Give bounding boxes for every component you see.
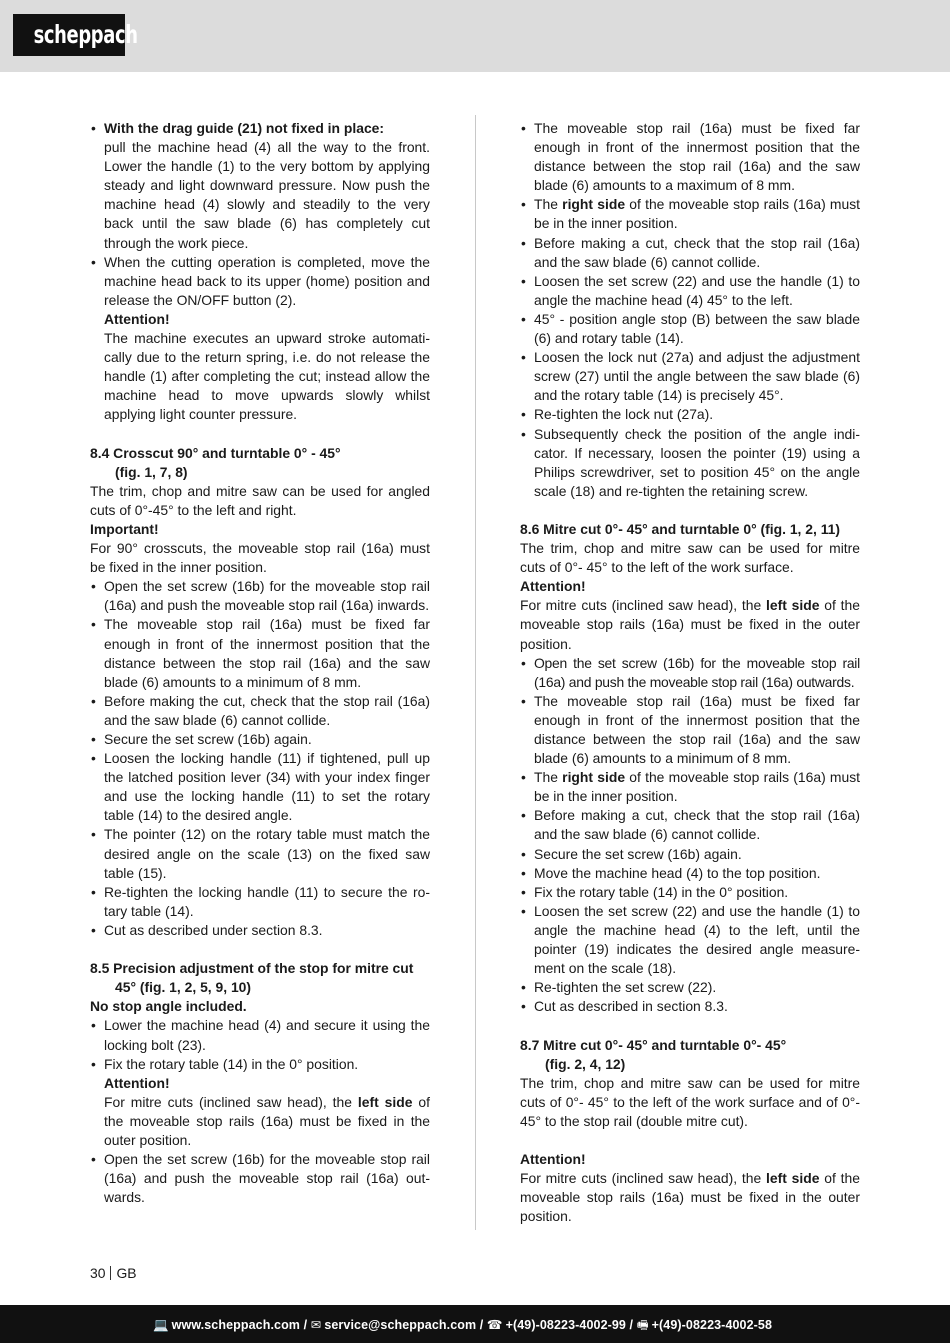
page-footer [0,1305,950,1343]
section-intro: The trim, chop and mitre saw can be used for mitre cuts of 0°- 45° to the left of the work surface and of 0°- 45° to the stop rail (double mitre cut). [520,1074,860,1129]
section-title: 8.4 Crosscut 90° and turntable 0° - 45° [90,444,341,461]
list-item: • The pointer (12) on the rotary table must match the desired angle on the scale (13) on the fixed saw table (15). [90,825,430,882]
list-item: • Loosen the set screw (22) and use the handle (1) to angle the machine head (4) to the left, until the pointer (19) indicates the desired angle measurement on the scale (18). [520,902,860,978]
list-8-6 [520,654,860,1017]
list-item [90,253,430,425]
footer-phone: +(49)-08223-4002-99 / [505,1318,634,1332]
footer-email: service@scheppach.com / [324,1318,484,1332]
list-item: • Open the set screw (16b) for the moveable stop rail (16a) and push the moveable stop rail (16a) inwards. [90,577,430,615]
list-item: • Cut as described under section 8.3. [90,921,430,940]
list-item: • Open the set screw (16b) for the moveable stop rail (16a) and push the moveable stop rail (16a) outwards. [520,654,860,692]
list-item [520,195,860,233]
attention-text [520,596,860,653]
section-note: No stop angle included. [90,998,247,1015]
list-item: • Fix the rotary table (14) in the 0° position. [520,883,860,902]
section-fig-ref: (fig. 1, 7, 8) [115,463,188,480]
list-8-4 [90,577,430,940]
list-item: • Before making a cut, check that the stop rail (16a) and the saw blade (6) cannot collide. [520,806,860,844]
list-item: • Cut as described in section 8.3. [520,997,860,1016]
attention-emphasis: left side [357,1093,413,1110]
section-title: 8.5 Precision adjustment of the stop for mitre cut [90,960,414,977]
list-item: • Loosen the set screw (22) and use the handle (1) to angle the machine head (4) 45° to the left. [520,272,860,310]
item-emphasis: right side [562,196,626,213]
item-text: pull the machine head (4) all the way to the front. Lower the handle (1) to the very bottom by applying steady and light downward pressure. Now push the machine head (4) slowly and steadily to the very back until the saw blade (6) has completely cut through the work piece. [104,139,430,251]
page-language: GB [116,1265,137,1281]
attention-label: Attention! [104,1074,170,1091]
attention-text-part: For mitre cuts (inclined saw head), the [520,597,767,614]
mail-icon: ✉ [310,1318,322,1332]
section-heading-8-4 [90,444,430,482]
section-fig-ref: (fig. 2, 4, 12) [545,1055,626,1072]
phone-icon: ☎ [486,1318,503,1332]
item-heading: With the drag guide (21) not fixed in place: [104,120,385,136]
attention-label: Attention! [104,310,170,327]
left-column [90,119,430,1207]
section-intro: The trim, chop and mitre saw can be used for mitre cuts of 0°- 45° to the left of the work surface. [520,540,860,576]
list-item: • Loosen the locking handle (11) if tightened, pull up the latched position lever (34) with your index finger and use the locking handle (11) to set the rotary table (14) to the desired angle. [90,749,430,825]
footer-fax: +(49)-08223-4002-58 [651,1318,773,1332]
list-item [90,119,430,253]
list-item: • The moveable stop rail (16a) must be fixed far enough in front of the innermost position that the distance between the stop rail (16a) and the saw blade (6) amounts to a minimum of 8 mm. [520,692,860,768]
attention-text: For mitre cuts (inclined saw head), the [104,1093,358,1110]
attention-text: The machine executes an upward stroke automatically due to the return spring, i.e. do not release the handle (1) after completing the cut; instead allow the machine head to move upwards slowly whilst applying light counter pressure. [104,330,430,423]
section-heading-8-5 [90,959,430,997]
fax-icon: 🖷 [636,1318,649,1332]
computer-icon: 💻 [153,1318,169,1332]
footer-contact-line [153,1316,772,1337]
section-heading-8-7 [520,1036,860,1074]
list-item: • Before making the cut, check that the stop rail (16a) and the saw blade (6) cannot collide. [90,692,430,730]
list-item: • Subsequently check the position of the angle indicator. If necessary, loosen the pointer (19) using a Philips screwdriver, set to position 45° on the angle scale (18) and re-tighten the retaining screw. [520,425,860,501]
attention-emphasis: left side [766,1170,820,1187]
item-text: The [534,196,563,213]
list-item: • 45° - position angle stop (B) between the saw blade (6) and rotary table (14). [520,310,860,348]
list-item: • Open the set screw (16b) for the moveable stop rail (16a) and push the moveable stop rail (16a) outwards. [90,1150,430,1207]
list-item: • Re-tighten the lock nut (27a). [520,405,860,424]
item-text: When the cutting operation is completed, move the machine head back to its upper (home) position and release the ON/OFF button (2). [104,253,430,308]
list-item: • The moveable stop rail (16a) must be fixed far enough in front of the innermost position that the distance between the stop rail (16a) and the saw blade (6) amounts to a minimum of 8 mm. [90,615,430,691]
section-fig-ref: 45° (fig. 1, 2, 5, 9, 10) [115,979,252,996]
right-column [520,119,860,1226]
attention-text-part: of the moveable stop rails (16a) must be fixed in the outer position. [520,597,860,652]
list-8-5-continued [520,119,860,501]
page-number-separator [110,1266,111,1280]
list-item: • Before making a cut, check that the stop rail (16a) and the saw blade (6) cannot collide. [520,234,860,272]
list-intro [90,119,430,425]
page-header [0,0,950,72]
list-item: • The moveable stop rail (16a) must be fixed far enough in front of the innermost position that the distance between the stop rail (16a) and the saw blade (6) amounts to a maximum of 8 mm. [520,119,860,195]
list-8-5 [90,1016,430,1207]
list-item [520,768,860,806]
attention-text-part: For mitre cuts (inclined saw head), the [520,1170,767,1187]
attention-emphasis: left side [766,597,820,614]
list-item: • Loosen the lock nut (27a) and adjust the adjustment screw (27) until the angle between the saw blade (6) and the rotary table (14) is precisely 45°. [520,348,860,405]
list-item: • Re-tighten the set screw (22). [520,978,860,997]
item-text: of the moveable stop rails (16a) must be in the inner position. [534,196,861,232]
attention-text-part: of the moveable stop rails (16a) must be fixed in the outer position. [520,1170,860,1225]
page-number [90,1265,137,1281]
item-emphasis: right side [562,769,626,786]
scheppach-logo: scheppach [13,14,125,56]
list-item: • Secure the set screw (16b) again. [520,845,860,864]
item-text: The [534,769,563,786]
list-item: • Re-tighten the locking handle (11) to secure the rotary table (14). [90,883,430,921]
attention-label: Attention! [520,578,586,595]
column-divider [475,115,476,1230]
item-text: Fix the rotary table (14) in the 0° position. [104,1055,359,1072]
important-label: Important! [90,520,159,537]
list-item: • Lower the machine head (4) and secure it using the locking bolt (23). [90,1016,430,1054]
attention-text: of the moveable stop rails (16a) must be fixed in the outer position. [104,1093,430,1148]
footer-website: www.scheppach.com / [171,1318,308,1332]
list-item: • Secure the set screw (16b) again. [90,730,430,749]
item-text: of the moveable stop rails (16a) must be in the inner position. [534,769,861,805]
list-item: • Move the machine head (4) to the top position. [520,864,860,883]
section-heading-8-6: 8.6 Mitre cut 0°- 45° and turntable 0° (fig. 1, 2, 11) [520,520,841,537]
attention-label: Attention! [520,1151,586,1168]
list-item [90,1055,430,1150]
attention-text [520,1169,860,1226]
section-title: 8.7 Mitre cut 0°- 45° and turntable 0°- 45° [520,1036,787,1053]
section-intro: The trim, chop and mitre saw can be used for angled cuts of 0°-45° to the left and right. [90,482,430,518]
page-number-value: 30 [90,1265,106,1281]
important-text: For 90° crosscuts, the moveable stop rail (16a) must be fixed in the inner position. [90,540,430,576]
